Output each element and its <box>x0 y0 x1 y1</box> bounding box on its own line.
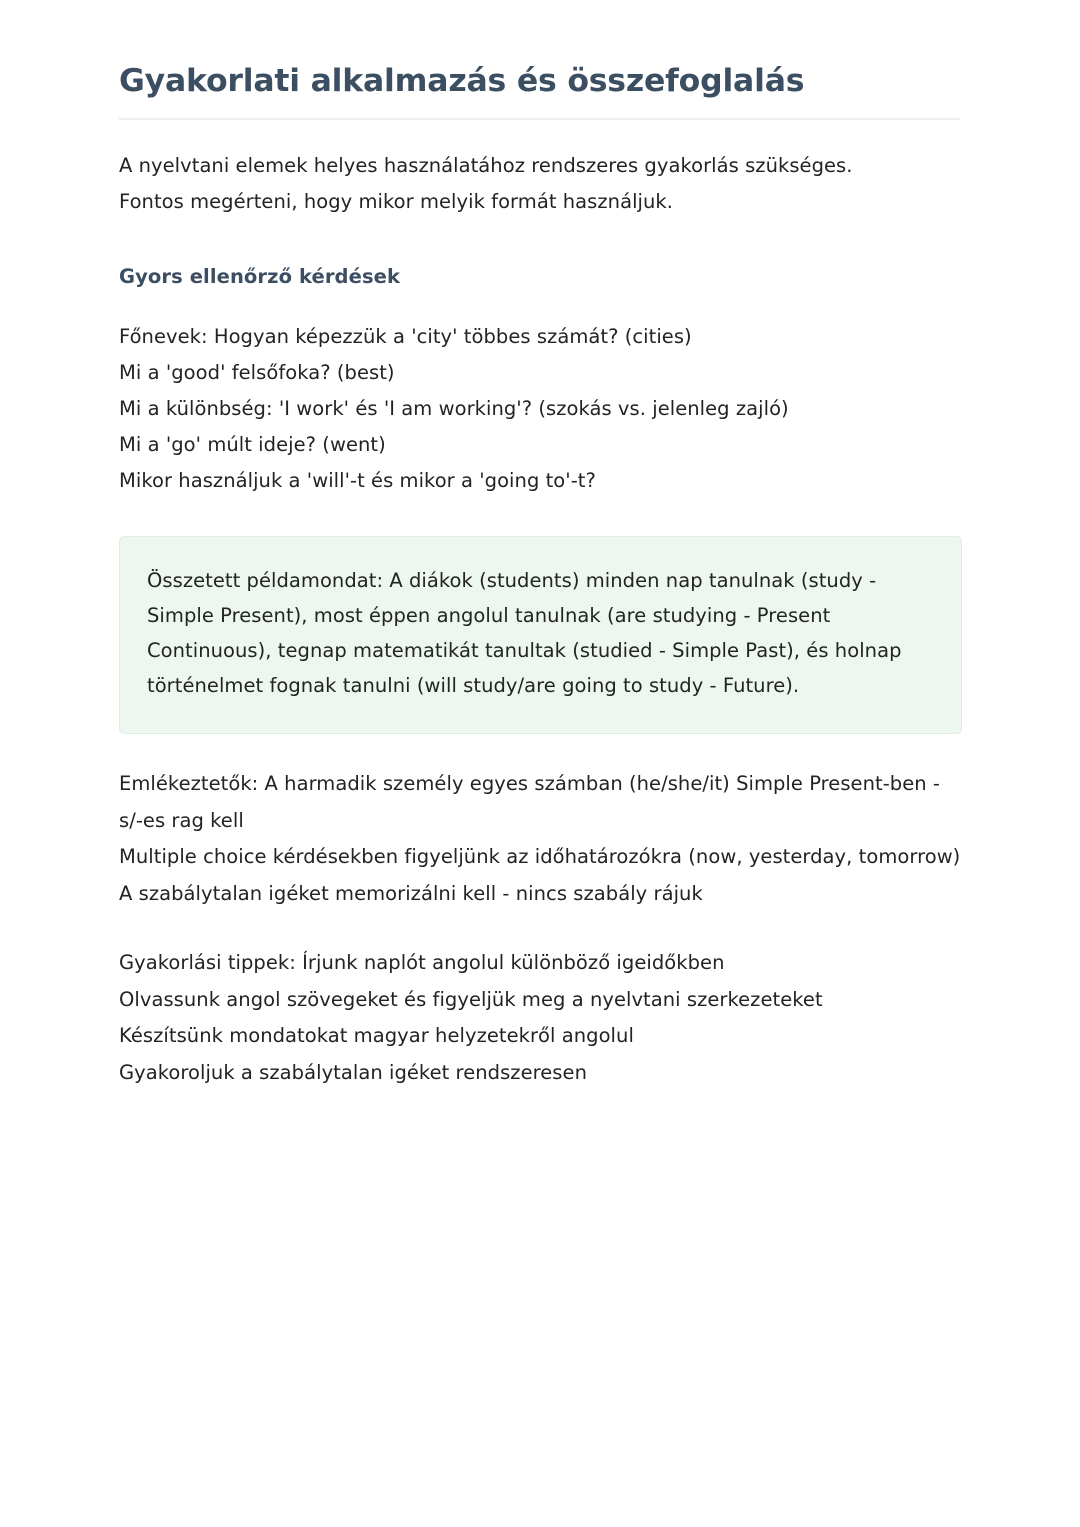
reminder-item: A szabálytalan igéket memorizálni kell - nincs szabály rájuk <box>119 881 703 905</box>
example-callout-box <box>119 536 962 734</box>
question-item: Mikor használjuk a 'will'-t és mikor a 'going to'-t? <box>119 469 596 493</box>
tip-item: Olvassunk angol szövegeket és figyeljük meg a nyelvtani szerkezeteket <box>119 987 823 1011</box>
callout-text: Összetett példamondat: A diákok (students) minden nap tanulnak (study - Simple Present), most éppen angolul tanulnak (are studying - Present Continuous), tegnap matematikát tanultak (studied - Simple Past), és holnap történelmet fognak tanulni (will study/are going to study - Future). <box>147 569 902 698</box>
section-heading-quick-check: Gyors ellenőrző kérdések <box>119 265 401 289</box>
practice-tips-block <box>119 945 962 1091</box>
intro-line: Fontos megérteni, hogy mikor melyik formát használjuk. <box>119 189 674 213</box>
reminders-block <box>119 766 962 912</box>
intro-paragraph-block <box>119 148 962 219</box>
question-item: Mi a különbség: 'I work' és 'I am working'? (szokás vs. jelenleg zajló) <box>119 397 789 421</box>
question-item: Mi a 'good' felsőfoka? (best) <box>119 361 395 385</box>
quick-check-question-list <box>119 319 962 499</box>
reminder-item: Emlékeztetők: A harmadik személy egyes számban (he/she/it) Simple Present-ben -s/-es rag kell <box>119 772 941 832</box>
page-title: Gyakorlati alkalmazás és összefoglalás <box>119 63 805 99</box>
tip-item: Készítsünk mondatokat magyar helyzetekről angolul <box>119 1024 634 1048</box>
question-item: Mi a 'go' múlt ideje? (went) <box>119 433 386 457</box>
tip-item: Gyakorlási tippek: Írjunk naplót angolul különböző igeidőkben <box>119 951 725 975</box>
intro-line: A nyelvtani elemek helyes használatához rendszeres gyakorlás szükséges. <box>119 154 853 178</box>
question-item: Főnevek: Hogyan képezzük a 'city' többes számát? (cities) <box>119 325 692 349</box>
title-divider <box>119 118 960 120</box>
tip-item: Gyakoroljuk a szabálytalan igéket rendszeresen <box>119 1060 587 1084</box>
reminder-item: Multiple choice kérdésekben figyeljünk az időhatározókra (now, yesterday, tomorrow) <box>119 845 961 869</box>
